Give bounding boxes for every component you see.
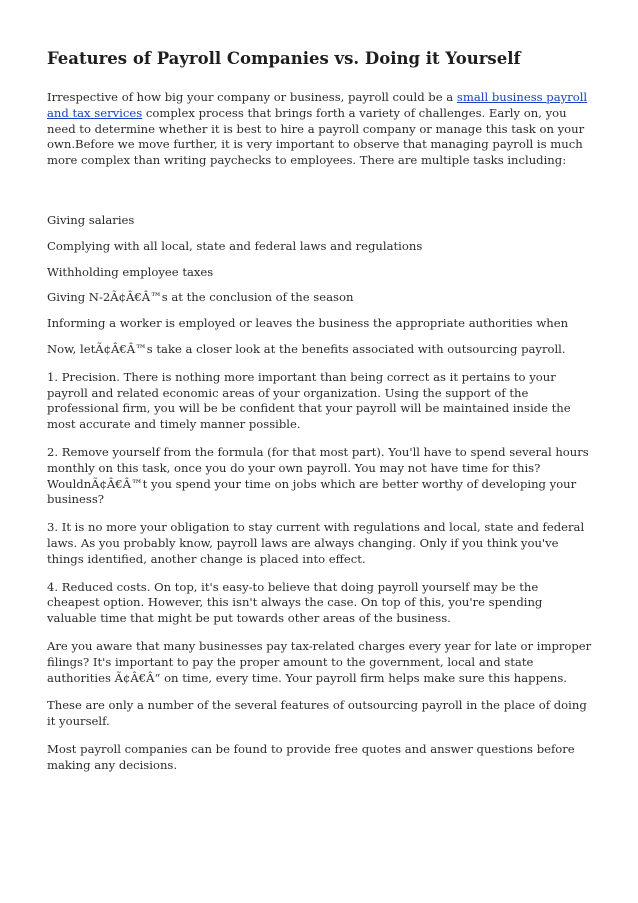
task-item-forms: Giving N-2Ã¢Â€Â™s at the conclusion of the season — [47, 290, 354, 305]
tax-charges-paragraph: Are you aware that many businesses pay tax-related charges every year for late or improper filings? It's important to pay the proper amount to the government, local and state authorities Ã¢Â€Â“ on time, every time. Your payroll firm helps make sure this happens. — [47, 638, 592, 685]
benefit-regulations-paragraph: 3. It is no more your obligation to stay current with regulations and local, state and federal laws. As you probably know, payroll laws are always changing. Only if you think you've things identified, another change is placed into effect. — [47, 520, 585, 566]
benefit-precision-paragraph: 1. Precision. There is nothing more important than being correct as it pertains to your payroll and related economic areas of your organization. Using the support of the professional firm, you will be be confident that your payroll will be maintained inside the most accurate and timely manner possible. — [47, 369, 571, 432]
benefit-reduced-costs-paragraph: 4. Reduced costs. On top, it's easy-to believe that doing payroll yourself may be the cheapest option. However, this isn't always the case. On top of this, you're spending valuable time that might be put towards other areas of the business. — [47, 579, 543, 626]
task-item-informing: Informing a worker is employed or leaves the business the appropriate authorities when — [47, 316, 569, 331]
page-title: Features of Payroll Companies vs. Doing it Yourself — [47, 49, 521, 68]
intro-text-before-link: Irrespective of how big your company or business, payroll could be a — [47, 90, 457, 104]
intro-paragraph — [47, 90, 594, 169]
task-item-compliance: Complying with all local, state and federal laws and regulations — [47, 238, 423, 253]
summary-paragraph: These are only a number of the several features of outsourcing payroll in the place of doing it yourself. — [47, 698, 587, 729]
benefit-remove-yourself-paragraph: 2. Remove yourself from the formula (for that most part). You'll have to spend several hours monthly on this task, once you do your own payroll. You may not have time for this? WouldnÃ¢Â€Â™t you spend your time on jobs which are better worthy of developing your business? — [47, 444, 589, 507]
task-item-salaries: Giving salaries — [47, 212, 135, 227]
payroll-services-link[interactable]: small business payroll and tax services — [47, 90, 588, 120]
benefits-intro-paragraph: Now, letÃ¢Â€Â™s take a closer look at the benefits associated with outsourcing payroll. — [47, 341, 566, 356]
task-item-withholding: Withholding employee taxes — [47, 264, 214, 279]
closing-paragraph: Most payroll companies can be found to provide free quotes and answer questions before making any decisions. — [47, 741, 575, 772]
intro-text-after-link: complex process that brings forth a variety of challenges. Early on, you need to determine whether it is best to hire a payroll company or manage this task on your own.Before we move further, it is very important to observe that managing payroll is much more complex than writing paychecks to employees. There are multiple tasks including: — [47, 105, 585, 168]
